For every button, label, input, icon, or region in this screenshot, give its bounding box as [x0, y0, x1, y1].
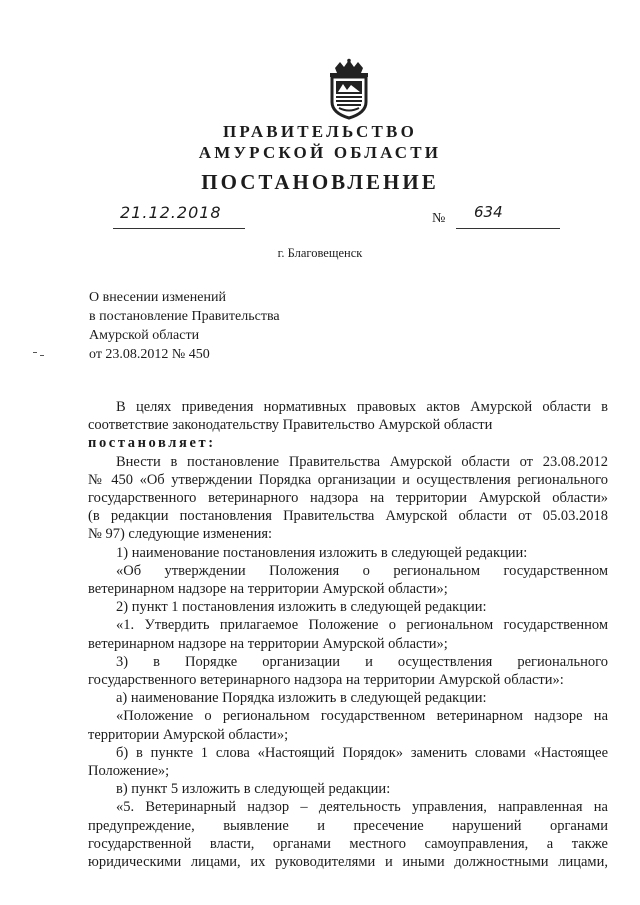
number-underline [456, 206, 560, 229]
body-line: (в редакции постановления Правительства Амурской области от 05.03.2018 [88, 508, 608, 525]
margin-mark [33, 352, 37, 353]
subject-line: Амурской области [89, 328, 200, 343]
body-line: соответствие законодательству Правительство Амурской области [88, 417, 493, 434]
body-line: «Положение о региональном государственном ветеринарном надзоре на [116, 708, 608, 725]
margin-mark [40, 355, 44, 356]
government-name-line1: ПРАВИТЕЛЬСТВО [223, 122, 417, 141]
body-line: 3) в Порядке организации и осуществления регионального [116, 653, 608, 670]
body-line: государственного ветеринарного надзора на территории Амурской области» [88, 490, 608, 507]
body-line: № 450 «Об утверждении Порядка организации и осуществления регионального [88, 471, 608, 488]
body-line: Положение»; [88, 763, 170, 780]
body-line: юридическими лицами, их руководителями и иными должностными лицами, [88, 854, 608, 871]
resolution-word: постановляет: [88, 435, 216, 452]
body-line: 1) наименование постановления изложить в следующей редакции: [116, 544, 528, 561]
government-name-line2: АМУРСКОЙ ОБЛАСТИ [198, 143, 442, 162]
body-line: «5. Ветеринарный надзор – деятельность управления, направленная на [116, 799, 608, 816]
body-line: территории Амурской области»; [88, 726, 289, 743]
subject-block [89, 288, 349, 364]
document-type-title: ПОСТАНОВЛЕНИЕ [201, 170, 439, 194]
body-line: 2) пункт 1 постановления изложить в следующей редакции: [116, 599, 487, 616]
body-line: в) пункт 5 изложить в следующей редакции: [116, 781, 391, 798]
body-line: а) наименование Порядка изложить в следующей редакции: [116, 690, 487, 707]
number-sign: № [432, 211, 446, 226]
body-line: ветеринарном надзоре на территории Амурской области»; [88, 635, 448, 652]
body-line: В целях приведения нормативных правовых актов Амурской области в [116, 399, 608, 415]
body-line: государственной власти, органами местного самоуправления, а также [88, 835, 608, 852]
document-date: 21.12.2018 [120, 203, 222, 222]
coat-of-arms-icon [324, 58, 374, 120]
city-line: г. Благовещенск [277, 246, 363, 260]
body-line: № 97) следующие изменения: [88, 526, 273, 543]
subject-line: в постановление Правительства [89, 309, 280, 324]
body-line: предупреждение, выявление и пресечение нарушений органами [88, 817, 608, 834]
body-line: «Об утверждении Положения о региональном государственном [116, 562, 608, 579]
body-line: ветеринарном надзоре на территории Амурской области»; [88, 581, 448, 598]
body-line: «1. Утвердить прилагаемое Положение о региональном государственном [116, 617, 608, 634]
body-line: Внести в постановление Правительства Амурской области от 23.08.2012 [116, 453, 608, 470]
document-body [88, 398, 608, 871]
document-number: 634 [474, 203, 503, 221]
body-line: государственного ветеринарного надзора на территории Амурской области»: [88, 672, 564, 689]
body-line: б) в пункте 1 слова «Настоящий Порядок» заменить словами «Настоящее [116, 744, 608, 761]
subject-line: от 23.08.2012 № 450 [89, 347, 210, 362]
subject-line: О внесении изменений [89, 290, 226, 305]
